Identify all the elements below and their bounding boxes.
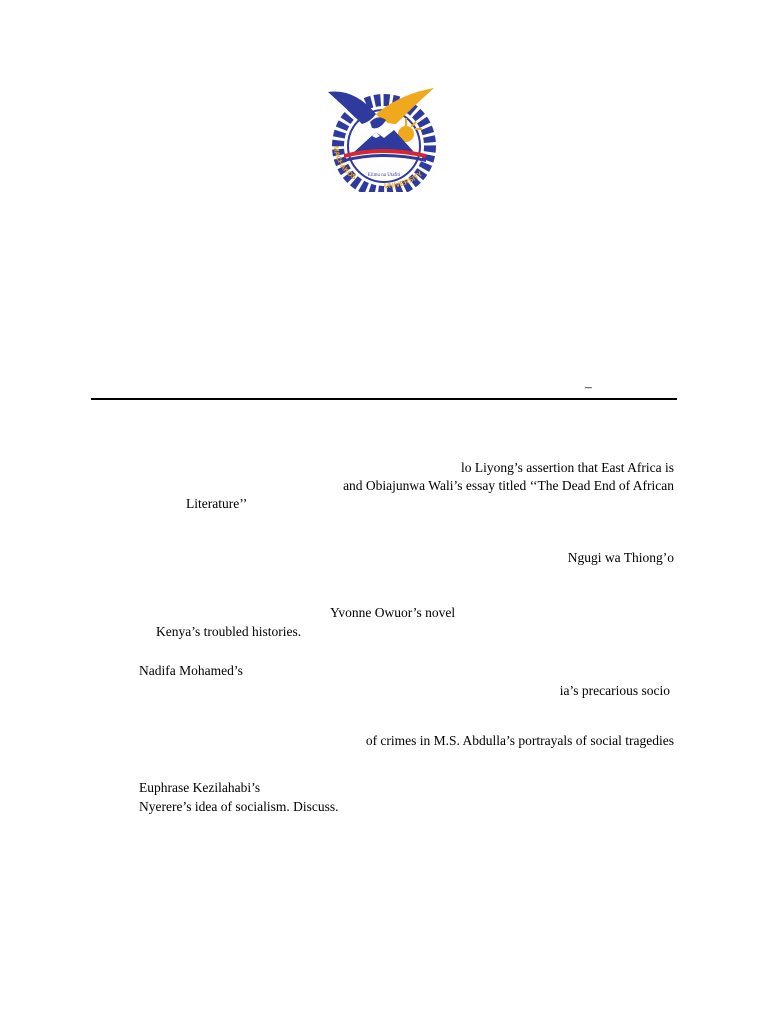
ring-text-right: UNIVERSITY	[383, 170, 425, 191]
q1-line2: and Obiajunwa Wali’s essay titled ‘‘The Dead End of African	[343, 478, 674, 493]
q3-line1: Yvonne Owuor’s novel	[330, 605, 456, 620]
header-dash: –	[585, 379, 592, 394]
university-logo	[314, 84, 454, 192]
q4-line2: ia’s precarious socio	[559, 683, 670, 698]
q2-line1: Ngugi wa Thiong’o	[567, 550, 674, 565]
q1-line3: Literature’’	[186, 496, 248, 511]
q4-line1: Nadifa Mohamed’s	[139, 663, 243, 678]
q5-line1: of crimes in M.S. Abdulla’s portrayals of social tragedies	[365, 733, 674, 748]
motto-text: Elimu na Utafiti	[367, 173, 401, 178]
q6-line2: Nyerere’s idea of socialism. Discuss.	[139, 799, 339, 814]
q3-line2: Kenya’s troubled histories.	[156, 624, 302, 639]
q1-line1: lo Liyong’s assertion that East Africa is	[461, 460, 674, 475]
q6-line1: Euphrase Kezilahabi’s	[139, 780, 261, 795]
horizontal-rule	[91, 398, 677, 400]
ring-text-left: MACHAKOS	[331, 145, 358, 182]
